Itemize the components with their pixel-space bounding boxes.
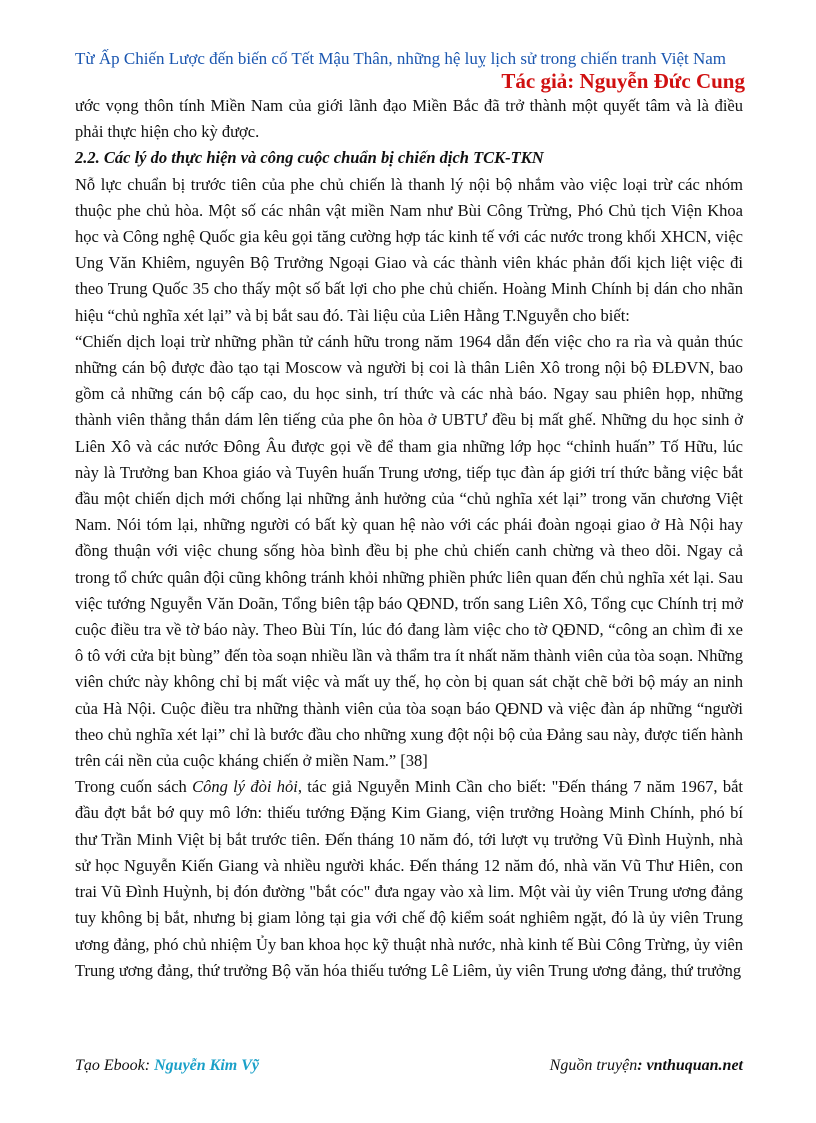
document-body: [75, 93, 743, 984]
footer-source-credit: Nguồn truyện: vnthuquan.net: [549, 1057, 743, 1074]
paragraph: Nỗ lực chuẩn bị trước tiên của phe chủ chiến là thanh lý nội bộ nhắm vào việc loại trừ các nhóm thuộc phe chủ hòa. Một số các nhân vật miền Nam như Bùi Công Trừng, Phó Chủ tịch Viện Khoa học và Công nghệ Quốc gia kêu gọi tăng cường hợp tác kinh tế với các nước trong khối XHCN, việc Ung Văn Khiêm, nguyên Bộ Trưởng Ngoại Giao và các thành viên khác phản đối kịch liệt việc đi theo Trung Quốc 35 cho thấy một số bất lợi cho phe chủ chiến. Hoàng Minh Chính bị dán cho nhãn hiệu “chủ nghĩa xét lại” và bị bắt sau đó. Tài liệu của Liên Hằng T.Nguyễn cho biết:: [75, 174, 743, 325]
paragraph-text: , tác giả Nguyễn Minh Cần cho biết: "Đến tháng 7 năm 1967, bắt đầu đợt bắt bớ quy mô lớn: thiếu tướng Đặng Kim Giang, viện trưởng Hoàng Minh Chính, phó bí thư Trần Minh Việt bị bắt trước tiên. Đến tháng 10 năm đó, tới lượt vụ trưởng Vũ Đình Huỳnh, nhà sử học Nguyễn Kiến Giang và nhiều người khác. Đến tháng 12 năm đó, nhà văn Vũ Thư Hiên, con trai Vũ Đình Huỳnh, bị đón đường "bắt cóc" đưa ngay vào xà lim. Một vài ủy viên Trung ương đảng tuy không bị bắt, nhưng bị giam lỏng tại gia với chế độ kiểm soát nghiêm ngặt, đó là ủy viên Trung ương đảng, phó chủ nhiệm Ủy ban khoa học kỹ thuật nhà nước, nhà kinh tế Bùi Công Trừng, ủy viên Trung ương đảng, thứ trưởng Bộ văn hóa thiếu tướng Lê Liêm, ủy viên Trung ương đảng, thứ trưởng: [75, 777, 743, 980]
paragraph-lead: Trong cuốn sách: [75, 777, 193, 797]
footer-ebook-label: Tạo Ebook: [75, 1057, 145, 1074]
paragraph: ước vọng thôn tính Miền Nam của giới lãnh đạo Miền Bắc đã trở thành một quyết tâm và là điều phải thực hiện cho kỳ được.: [75, 96, 743, 142]
section-heading: 2.2. Các lý do thực hiện và công cuộc chuẩn bị chiến dịch TCK-TKN: [75, 148, 544, 168]
quotation-paragraph: “Chiến dịch loại trừ những phần tử cánh hữu trong năm 1964 dẫn đến việc cho ra rìa và quản thúc những cán bộ được đào tạo tại Moscow và người bị coi là thân Liên Xô trong nội bộ ĐLĐVN, bao gồm cả những cán bộ cấp cao, du học sinh, trí thức và các nhà báo. Ngay sau phiên họp, những thành viên thẳng thắn dám lên tiếng của phe ôn hòa ở UBTƯ đều bị mất ghế. Những du học sinh ở Liên Xô và các nước Đông Âu được gọi về để tham gia những lớp học “chỉnh huấn” Tố Hữu, lúc này là Trưởng ban Khoa giáo và Tuyên huấn Trung ương, tiếp tục đàn áp giới trí thức bằng việc bắt đầu một chiến dịch mới chống lại những ảnh hưởng của “chủ nghĩa xét lại” trong văn chương Việt Nam. Nói tóm lại, những người có bất kỳ quan hệ nào với các phái đoàn ngoại giao ở Hà Nội hay đồng thuận với việc chung sống hòa bình đều bị phe chủ chiến canh chừng và theo dõi. Ngay cả trong tổ chức quân đội cũng không tránh khỏi những phiền phức liên quan đến chủ nghĩa xét lại. Sau việc tướng Nguyễn Văn Doãn, Tổng biên tập báo QĐND, trốn sang Liên Xô, Tổng cục Chính trị mở cuộc điều tra về tờ báo này. Theo Bùi Tín, lúc đó đang làm việc cho tờ QĐND, “công an chìm đi xe ô tô với cửa bịt bùng” đến tòa soạn nhiều lần và thẩm tra ít nhất năm thành viên của tòa soạn. Những viên chức này không chỉ bị mất việc và mất uy thế, họ còn bị quan sát chặt chẽ bởi bộ máy an ninh của Hà Nội. Cuộc điều tra những thành viên của tòa soạn báo QĐND và việc đàn áp những “người theo chủ nghĩa xét lại” chỉ là bước đầu cho những xung đột nội bộ của Đảng sau này, được tiến hành trên cái nền của cuộc kháng chiến ở miền Nam.” [38]: [75, 331, 743, 771]
header-title: Từ Ấp Chiến Lược đến biến cố Tết Mậu Thân, những hệ luỵ lịch sử trong chiến tranh Việt Nam: [75, 49, 727, 68]
paragraph: [75, 774, 743, 984]
footer-source-site: vnthuquan.net: [646, 1057, 743, 1074]
page-header: [75, 46, 745, 96]
page-footer: [75, 1055, 743, 1079]
footer-source-label: Nguồn truyện: [549, 1057, 638, 1074]
book-title: Công lý đòi hỏi: [192, 777, 298, 797]
header-author: Tác giả: Nguyễn Đức Cung: [501, 69, 745, 93]
footer-ebook-credit: Tạo Ebook: Nguyễn Kim Vỹ: [75, 1057, 259, 1074]
footer-ebook-author: Nguyễn Kim Vỹ: [154, 1057, 259, 1074]
